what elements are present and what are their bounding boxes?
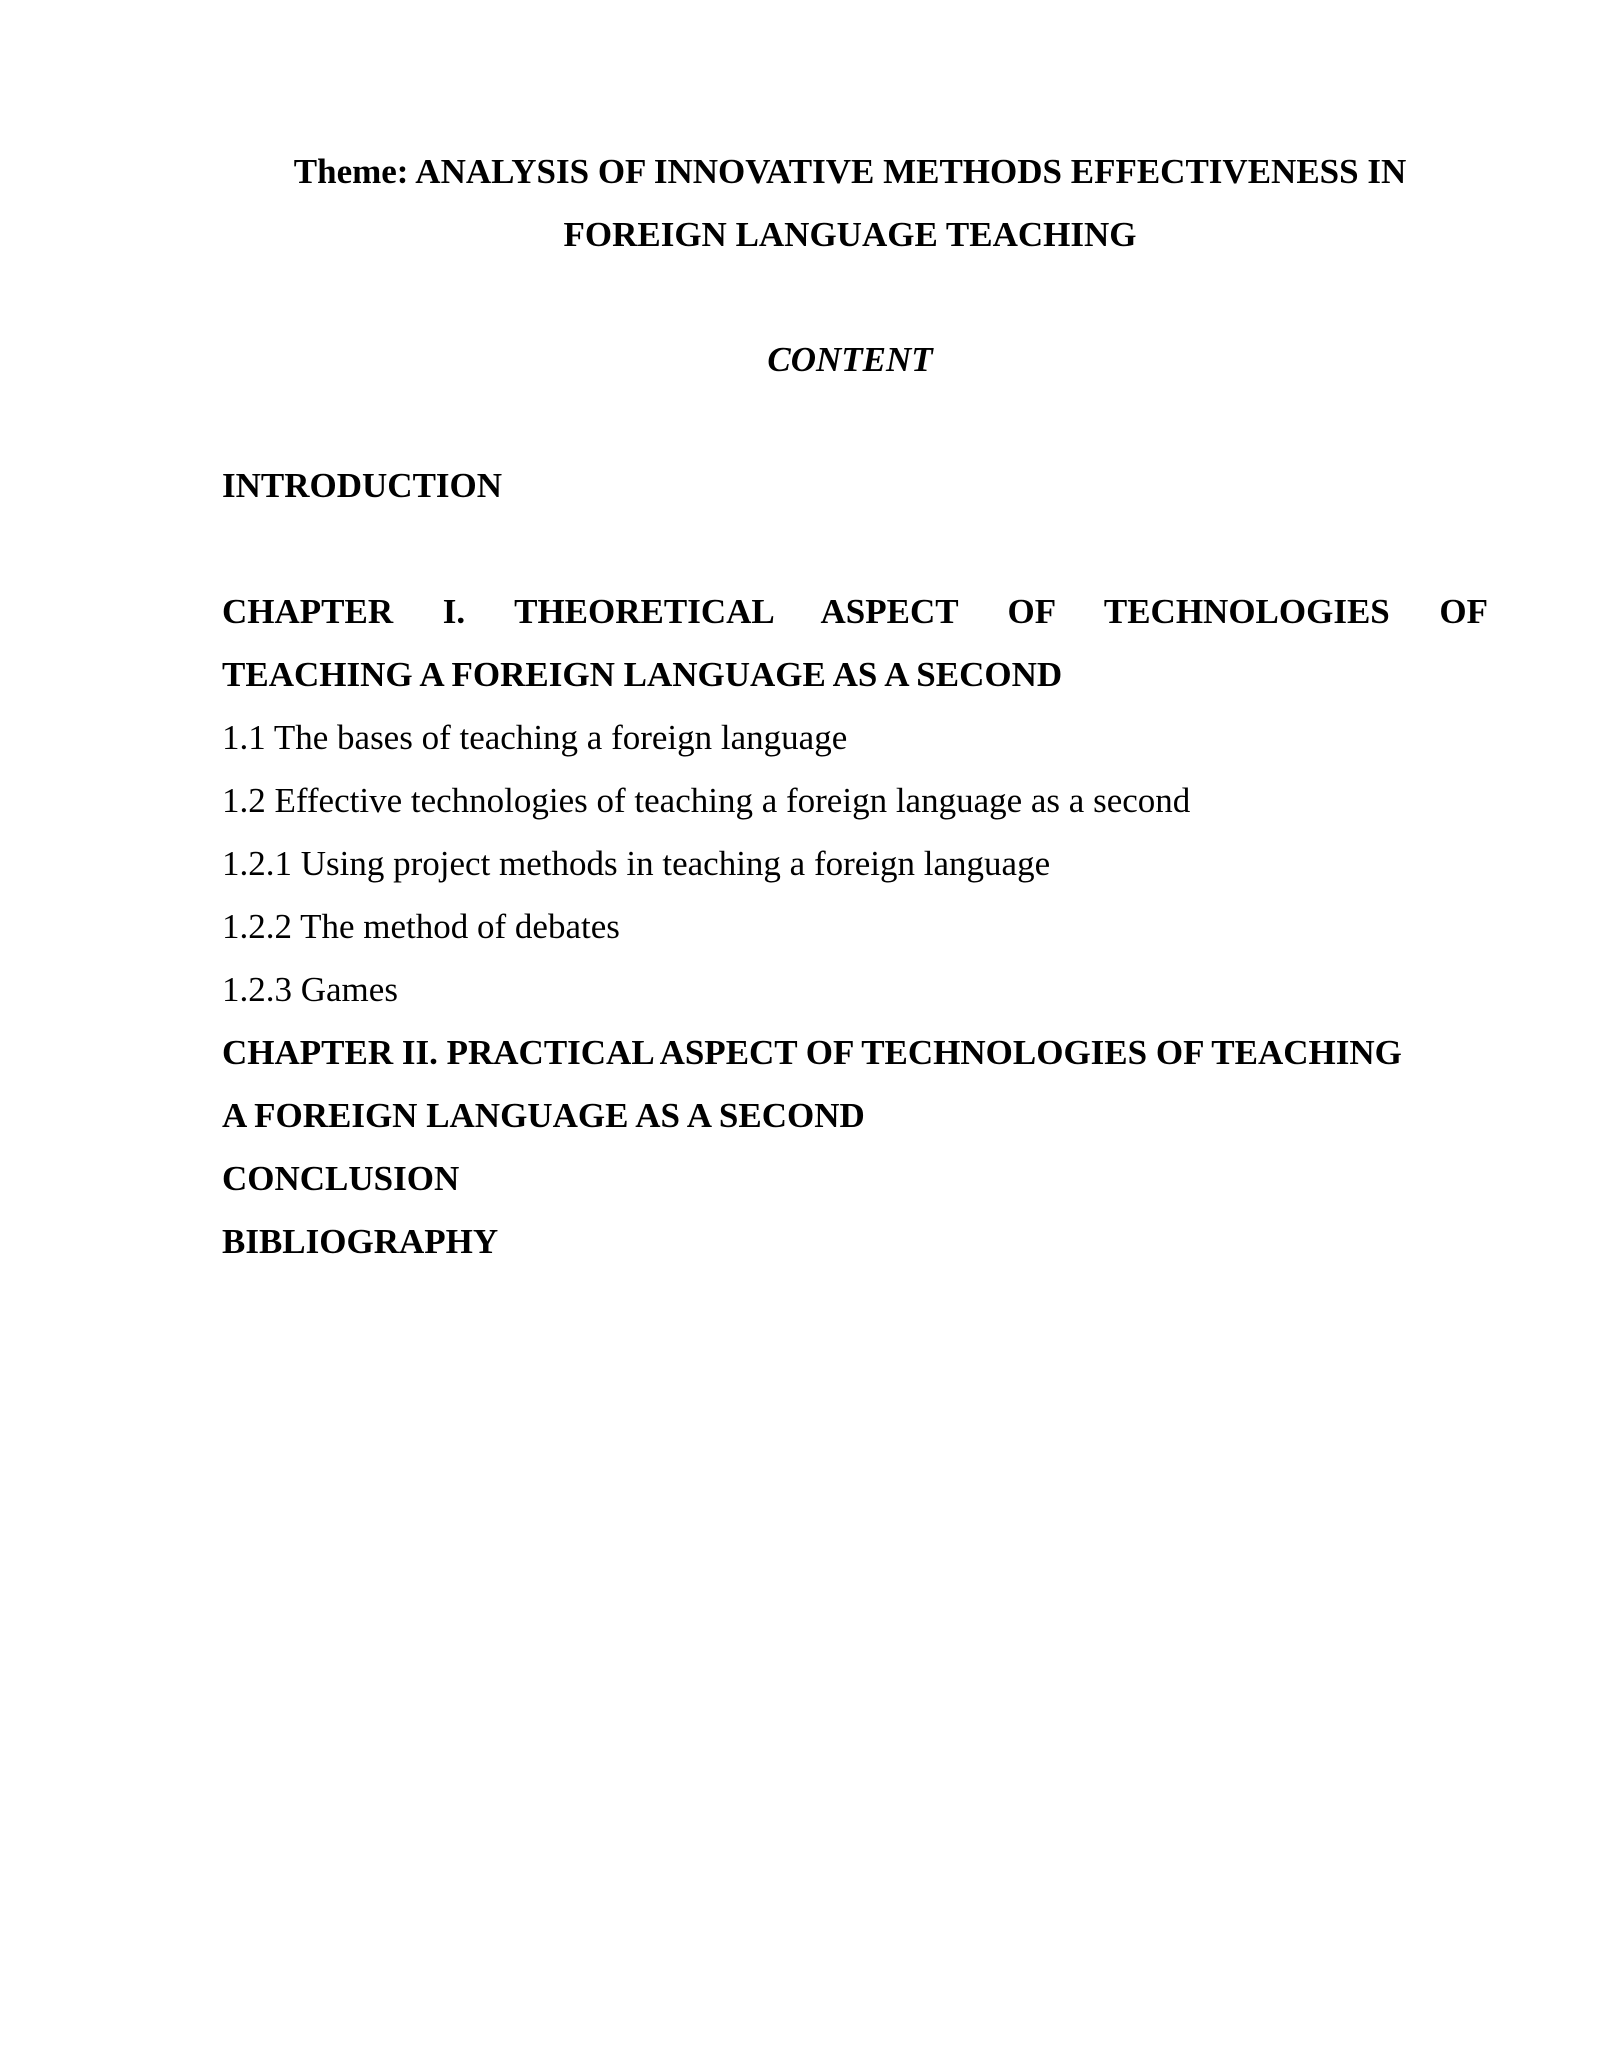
- toc-section-1-2: 1.2 Effective technologies of teaching a foreign language as a second: [222, 781, 1191, 820]
- toc-section-1-1: 1.1 The bases of teaching a foreign language: [222, 718, 848, 757]
- toc-chapter-2: [222, 1021, 1488, 1147]
- theme-title-text-1: ANALYSIS OF INNOVATIVE METHODS EFFECTIVENESS IN: [415, 152, 1407, 191]
- toc-section-1-2-1: 1.2.1 Using project methods in teaching a foreign language: [222, 844, 1051, 883]
- toc-chapter-1: [222, 580, 1488, 706]
- toc-conclusion: CONCLUSION: [222, 1159, 460, 1198]
- theme-title: [250, 140, 1450, 266]
- toc-chapter-2-line-2: A FOREIGN LANGUAGE AS A SECOND: [222, 1096, 865, 1135]
- table-of-contents: [222, 454, 1488, 1273]
- theme-title-line-2: FOREIGN LANGUAGE TEACHING: [563, 215, 1137, 254]
- toc-bibliography: BIBLIOGRAPHY: [222, 1222, 499, 1261]
- theme-title-line-1: [250, 140, 1450, 203]
- toc-chapter-2-line-1: CHAPTER II. PRACTICAL ASPECT OF TECHNOLOGIES OF TEACHING: [222, 1033, 1402, 1072]
- toc-chapter-1-line-1: CHAPTER I. THEORETICAL ASPECT OF TECHNOLOGIES OF: [222, 592, 1488, 631]
- toc-introduction: INTRODUCTION: [222, 466, 503, 505]
- content-heading: CONTENT: [767, 340, 933, 379]
- toc-chapter-1-line-2: TEACHING A FOREIGN LANGUAGE AS A SECOND: [222, 655, 1063, 694]
- toc-section-1-2-2: 1.2.2 The method of debates: [222, 907, 620, 946]
- theme-prefix: Theme:: [293, 152, 409, 191]
- toc-section-1-2-3: 1.2.3 Games: [222, 970, 398, 1009]
